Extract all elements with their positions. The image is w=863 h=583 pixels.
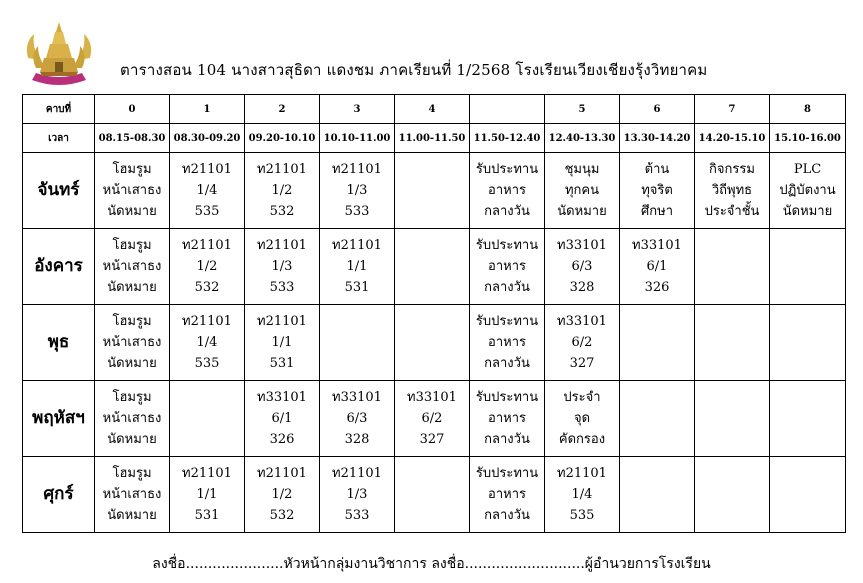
schedule-cell <box>170 305 245 381</box>
schedule-cell <box>545 457 620 533</box>
period-number-cell: 5 <box>545 95 620 124</box>
schedule-cell <box>245 305 320 381</box>
timetable <box>22 94 846 533</box>
schedule-cell <box>320 457 395 533</box>
schedule-cell-line: ท21101 <box>332 238 382 253</box>
schedule-cell-line: 1/4 <box>571 487 593 502</box>
schedule-cell-line: กิจกรรม <box>709 162 755 177</box>
schedule-cell <box>620 305 695 381</box>
schedule-cell-line: 1/2 <box>271 183 293 198</box>
schedule-cell-line: 1/2 <box>196 259 218 274</box>
schedule-cell-line: PLC <box>793 162 822 177</box>
schedule-cell <box>545 153 620 229</box>
schedule-cell <box>470 381 545 457</box>
schedule-cell-line: ท33101 <box>332 390 382 405</box>
schedule-cell-line: หน้าเสาธง <box>102 487 162 502</box>
schedule-cell <box>95 229 170 305</box>
schedule-cell-line: จุด <box>573 411 591 426</box>
time-slot-cell: 11.50-12.40 <box>470 124 545 153</box>
time-slot-cell: 14.20-15.10 <box>695 124 770 153</box>
schedule-cell-line: 6/3 <box>571 259 593 274</box>
schedule-cell-line: ประจำ <box>563 390 601 405</box>
day-row <box>23 381 846 457</box>
schedule-cell <box>470 305 545 381</box>
schedule-cell-line: 532 <box>194 280 220 295</box>
schedule-cell-line: 1/4 <box>196 335 218 350</box>
schedule-cell-line: กลางวัน <box>484 204 530 219</box>
time-row <box>23 124 846 153</box>
schedule-cell <box>320 153 395 229</box>
schedule-cell-line: 535 <box>569 508 595 523</box>
schedule-cell-line: ท21101 <box>557 466 607 481</box>
schedule-cell <box>620 229 695 305</box>
schedule-cell <box>320 381 395 457</box>
schedule-cell-line: 1/4 <box>196 183 218 198</box>
day-name-cell: พฤหัสฯ <box>23 381 95 457</box>
schedule-cell-line: 535 <box>194 356 220 371</box>
schedule-cell <box>695 305 770 381</box>
schedule-cell <box>95 381 170 457</box>
schedule-cell-line: รับประทาน <box>475 314 539 329</box>
schedule-cell-line: ชุมนุม <box>564 162 600 177</box>
schedule-cell <box>245 457 320 533</box>
time-label: เวลา <box>23 124 95 153</box>
schedule-cell-line: 1/2 <box>271 487 293 502</box>
schedule-cell-line: 1/3 <box>346 487 368 502</box>
schedule-cell-line: 328 <box>344 432 370 447</box>
schedule-cell <box>395 457 470 533</box>
schedule-cell-line: 531 <box>344 280 370 295</box>
schedule-cell-line: 533 <box>269 280 295 295</box>
schedule-cell-line: วิถีพุทธ <box>711 183 753 198</box>
schedule-cell-line: นัดหมาย <box>782 204 833 219</box>
schedule-cell-line: อาหาร <box>488 183 526 198</box>
schedule-cell <box>545 305 620 381</box>
schedule-cell <box>470 153 545 229</box>
period-number-cell: 4 <box>395 95 470 124</box>
schedule-cell <box>245 153 320 229</box>
schedule-cell-line: ท21101 <box>257 314 307 329</box>
schedule-cell-line: รับประทาน <box>475 238 539 253</box>
schedule-cell-line: 6/3 <box>346 411 368 426</box>
schedule-cell-line: ท21101 <box>257 238 307 253</box>
schedule-cell-line: ท33101 <box>257 390 307 405</box>
schedule-cell-line: 533 <box>344 508 370 523</box>
day-row <box>23 153 846 229</box>
schedule-cell <box>395 229 470 305</box>
schedule-cell-line: นัดหมาย <box>107 432 157 447</box>
schedule-cell <box>170 153 245 229</box>
schedule-cell <box>695 381 770 457</box>
schedule-cell <box>95 305 170 381</box>
schedule-cell-line: โฮมรูม <box>112 314 152 329</box>
schedule-cell <box>770 457 846 533</box>
schedule-cell-line: อาหาร <box>488 487 526 502</box>
schedule-cell-line: 1/1 <box>271 335 293 350</box>
schedule-cell-line: หน้าเสาธง <box>102 411 162 426</box>
schedule-cell-line: หน้าเสาธง <box>102 259 162 274</box>
schedule-cell-line: นัดหมาย <box>107 204 157 219</box>
schedule-cell-line: ท33101 <box>632 238 682 253</box>
time-slot-cell: 10.10-11.00 <box>320 124 395 153</box>
time-slot-cell: 11.00-11.50 <box>395 124 470 153</box>
schedule-cell-line: หน้าเสาธง <box>102 335 162 350</box>
schedule-cell-line: โฮมรูม <box>112 390 152 405</box>
schedule-cell <box>395 381 470 457</box>
schedule-cell-line: กลางวัน <box>484 508 530 523</box>
schedule-cell-line: ท21101 <box>182 238 232 253</box>
time-slot-cell: 09.20-10.10 <box>245 124 320 153</box>
schedule-cell-line: อาหาร <box>488 411 526 426</box>
schedule-cell-line: ทุจริต <box>641 183 673 198</box>
schedule-cell-line: 6/1 <box>646 259 668 274</box>
time-slot-cell: 15.10-16.00 <box>770 124 846 153</box>
schedule-cell <box>245 229 320 305</box>
signature-footer: ลงชื่อ......................หัวหน้ากลุ่มงานวิชาการ ลงชื่อ...........................ผู้อำนวยการโรงเรียน <box>152 556 711 572</box>
schedule-cell-line: 533 <box>344 204 370 219</box>
schedule-cell-line: 6/2 <box>571 335 593 350</box>
period-number-cell: 0 <box>95 95 170 124</box>
schedule-cell <box>170 457 245 533</box>
period-label: คาบที่ <box>23 95 95 124</box>
schedule-cell-line: ปฏิบัตงาน <box>779 183 836 198</box>
schedule-cell <box>170 229 245 305</box>
schedule-cell-line: โฮมรูม <box>112 466 152 481</box>
schedule-cell-line: ท21101 <box>332 162 382 177</box>
schedule-cell-line: 531 <box>194 508 220 523</box>
schedule-cell-line: ท21101 <box>182 466 232 481</box>
schedule-cell <box>695 457 770 533</box>
period-number-cell: 7 <box>695 95 770 124</box>
schedule-cell-line: นัดหมาย <box>107 508 157 523</box>
schedule-cell <box>770 229 846 305</box>
day-row <box>23 305 846 381</box>
schedule-cell <box>95 153 170 229</box>
period-number-cell <box>470 95 545 124</box>
schedule-cell-line: รับประทาน <box>475 466 539 481</box>
schedule-cell <box>770 305 846 381</box>
time-slot-cell: 13.30-14.20 <box>620 124 695 153</box>
schedule-cell-line: กลางวัน <box>484 432 530 447</box>
period-number-cell: 6 <box>620 95 695 124</box>
schedule-cell-line: ต้าน <box>644 162 670 177</box>
schedule-cell <box>545 381 620 457</box>
schedule-cell <box>395 305 470 381</box>
schedule-cell-line: นัดหมาย <box>107 280 157 295</box>
schedule-cell-line: โฮมรูม <box>112 162 152 177</box>
period-number-cell: 2 <box>245 95 320 124</box>
day-row <box>23 229 846 305</box>
schedule-cell-line: ศึกษา <box>641 204 673 219</box>
schedule-cell-line: ท21101 <box>257 466 307 481</box>
schedule-cell-line: อาหาร <box>488 259 526 274</box>
schedule-cell-line: 532 <box>269 204 295 219</box>
school-emblem-icon <box>22 18 96 92</box>
schedule-cell-line: นัดหมาย <box>557 204 607 219</box>
day-name-cell: อังคาร <box>23 229 95 305</box>
time-slot-cell: 08.30-09.20 <box>170 124 245 153</box>
schedule-cell <box>395 153 470 229</box>
schedule-cell-line: 532 <box>269 508 295 523</box>
schedule-cell <box>695 153 770 229</box>
schedule-cell-line: กลางวัน <box>484 280 530 295</box>
schedule-cell-line: 1/1 <box>346 259 368 274</box>
schedule-cell <box>770 381 846 457</box>
schedule-cell <box>470 229 545 305</box>
schedule-cell-line: ทุกคน <box>564 183 600 198</box>
period-header-row <box>23 95 846 124</box>
schedule-cell-line: อาหาร <box>488 335 526 350</box>
period-number-cell: 8 <box>770 95 846 124</box>
day-name-cell: จันทร์ <box>23 153 95 229</box>
schedule-cell <box>695 229 770 305</box>
schedule-cell-line: ท21101 <box>332 466 382 481</box>
schedule-cell-line: ท21101 <box>257 162 307 177</box>
schedule-cell-line: หน้าเสาธง <box>102 183 162 198</box>
schedule-cell-line: นัดหมาย <box>107 356 157 371</box>
schedule-cell-line: คัดกรอง <box>558 432 606 447</box>
schedule-cell-line: ท33101 <box>557 238 607 253</box>
schedule-cell-line: 535 <box>194 204 220 219</box>
schedule-cell-line: 1/3 <box>271 259 293 274</box>
schedule-cell <box>620 457 695 533</box>
schedule-cell <box>170 381 245 457</box>
schedule-cell-line: 6/2 <box>421 411 443 426</box>
day-row <box>23 457 846 533</box>
schedule-cell-line: 327 <box>569 356 595 371</box>
schedule-cell <box>320 305 395 381</box>
schedule-cell <box>95 457 170 533</box>
schedule-cell <box>545 229 620 305</box>
schedule-cell <box>620 381 695 457</box>
time-slot-cell: 12.40-13.30 <box>545 124 620 153</box>
schedule-cell-line: 1/1 <box>196 487 218 502</box>
schedule-cell-line: ท33101 <box>557 314 607 329</box>
schedule-cell <box>245 381 320 457</box>
schedule-cell-line: ประจำชั้น <box>704 204 760 219</box>
page-title: ตารางสอน 104 นางสาวสุธิดา แดงชม ภาคเรียนที่ 1/2568 โรงเรียนเวียงเชียงรุ้งวิทยาคม <box>120 61 708 79</box>
schedule-cell <box>770 153 846 229</box>
schedule-cell-line: 328 <box>569 280 595 295</box>
schedule-cell-line: 326 <box>269 432 295 447</box>
schedule-cell-line: 326 <box>644 280 670 295</box>
schedule-cell-line: 327 <box>419 432 445 447</box>
time-slot-cell: 08.15-08.30 <box>95 124 170 153</box>
schedule-cell-line: รับประทาน <box>475 162 539 177</box>
period-number-cell: 1 <box>170 95 245 124</box>
schedule-cell-line: ท21101 <box>182 162 232 177</box>
schedule-cell <box>320 229 395 305</box>
schedule-cell-line: โฮมรูม <box>112 238 152 253</box>
schedule-cell-line: 1/3 <box>346 183 368 198</box>
schedule-cell <box>620 153 695 229</box>
day-name-cell: พุธ <box>23 305 95 381</box>
day-name-cell: ศุกร์ <box>23 457 95 533</box>
schedule-cell-line: กลางวัน <box>484 356 530 371</box>
schedule-cell-line: ท33101 <box>407 390 457 405</box>
schedule-cell-line: ท21101 <box>182 314 232 329</box>
schedule-cell <box>470 457 545 533</box>
schedule-cell-line: 6/1 <box>271 411 293 426</box>
schedule-cell-line: 531 <box>269 356 295 371</box>
period-number-cell: 3 <box>320 95 395 124</box>
schedule-cell-line: รับประทาน <box>475 390 539 405</box>
